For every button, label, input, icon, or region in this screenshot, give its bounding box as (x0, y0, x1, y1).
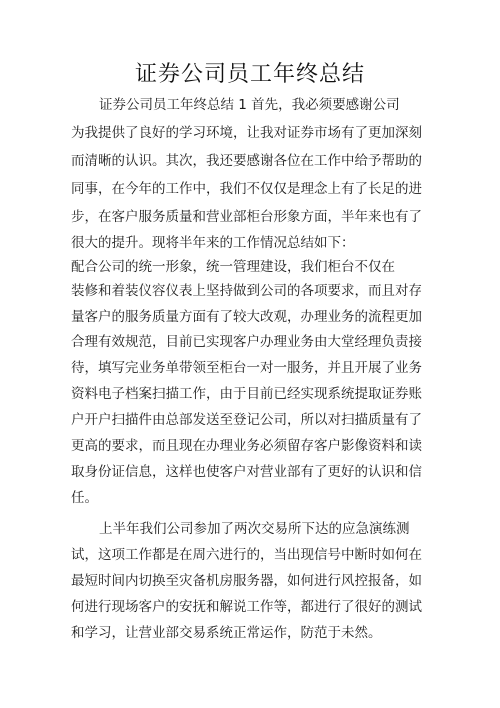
paragraph-line: 合理有效规范，目前已实现客户办理业务由大堂经理负责接 (71, 334, 422, 350)
paragraph-line: 步，在客户服务质量和营业部柜台形象方面，半年来也有了 (71, 209, 422, 225)
paragraph-line: 证券公司员工年终总结 1 首先，我必须要感谢公司 (99, 97, 400, 113)
paragraph-line: 和学习，让营业部交易系统正常运作，防范于未然。 (71, 625, 382, 641)
paragraph-line: 资料电子档案扫描工作，由于目前已经实现系统提取证券账 (71, 386, 422, 402)
paragraph-line: 何进行现场客户的安抚和解说工作等，都进行了很好的测试 (71, 599, 422, 615)
paragraph-line: 很大的提升。现将半年来的工作情况总结如下： (71, 235, 355, 251)
paragraph-line: 户开户扫描件由总部发送至登记公司，所以对扫描质量有了 (71, 412, 422, 428)
paragraph-line: 上半年我们公司参加了两次交易所下达的应急演练测 (99, 521, 410, 537)
paragraph-line: 取身份证信息，这样也使客户对营业部有了更好的认识和信 (71, 464, 422, 480)
paragraph-line: 装修和着装仪容仪表上坚持做到公司的各项要求，而且对存 (71, 283, 422, 299)
paragraph-line: 为我提供了良好的学习环境，让我对证券市场有了更加深刻 (71, 125, 422, 141)
paragraph-line: 而清晰的认识。其次，我还要感谢各位在工作中给予帮助的 (71, 153, 422, 169)
paragraph-line: 配合公司的统一形象，统一管理建设，我们柜台不仅在 (71, 259, 395, 275)
document-title: 证券公司员工年终总结 (134, 62, 365, 87)
paragraph-line: 试，这项工作都是在周六进行的，当出现信号中断时如何在 (71, 547, 422, 563)
paragraph-line: 更高的要求，而且现在办理业务必须留存客户影像资料和读 (71, 438, 422, 454)
paragraph-line: 量客户的服务质量方面有了较大改观，办理业务的流程更加 (71, 309, 422, 325)
paragraph-line: 待，填写完业务单带领至柜台一对一服务，并且开展了业务 (71, 360, 422, 376)
paragraph-line: 最短时间内切换至灾备机房服务器，如何进行风控报备，如 (71, 573, 422, 589)
paragraph-line: 任。 (71, 490, 98, 506)
paragraph-line: 同事，在今年的工作中，我们不仅仅是理念上有了长足的进 (71, 181, 422, 197)
